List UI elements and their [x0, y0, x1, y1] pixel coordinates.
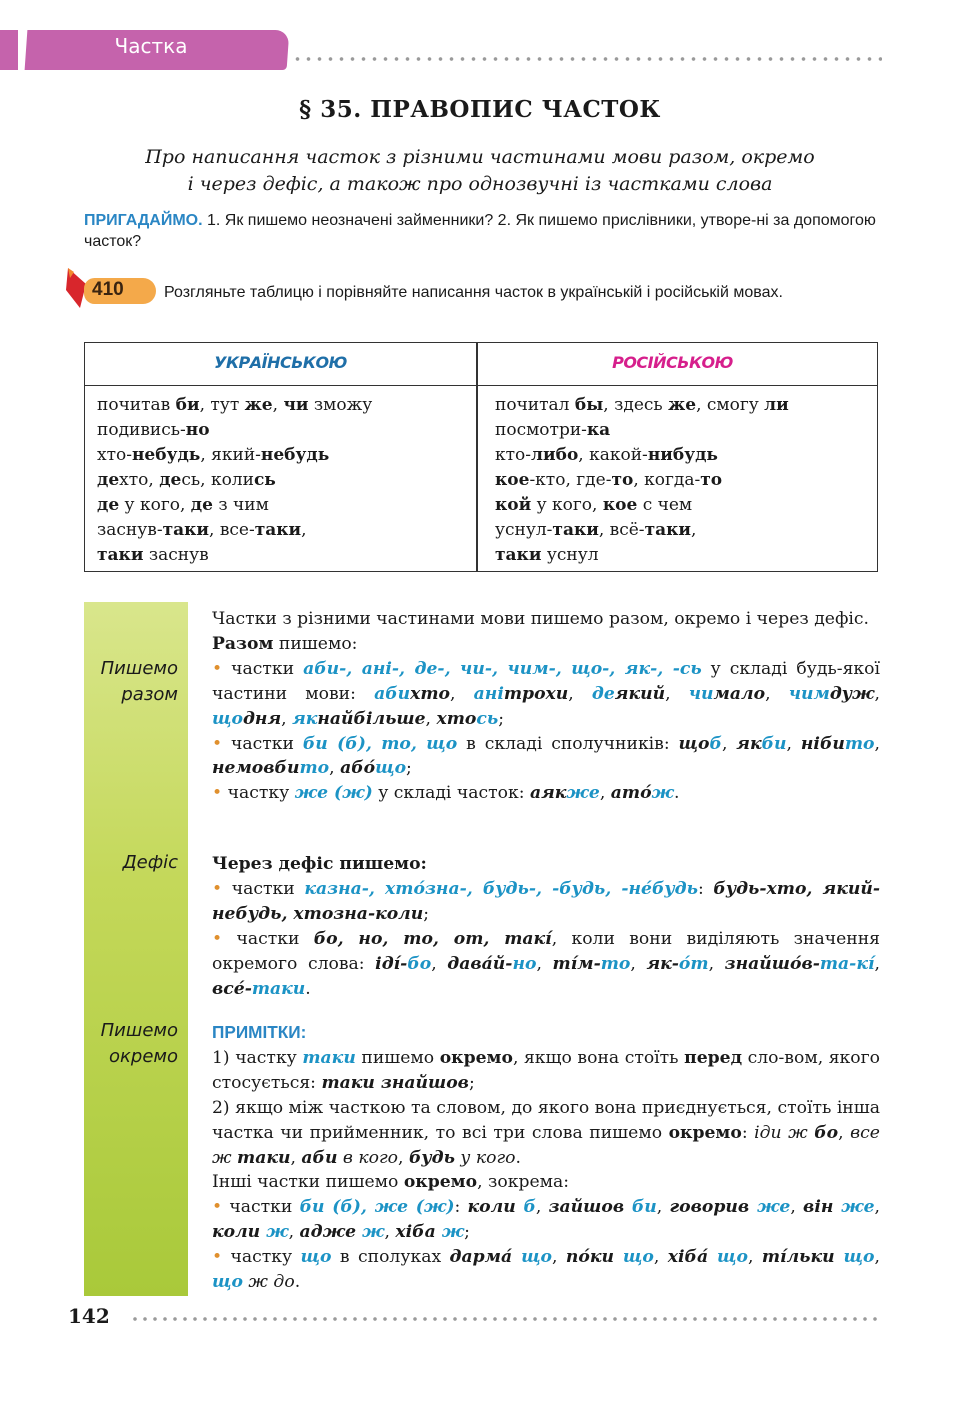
- example: коли: [467, 1197, 524, 1218]
- table-row: [495, 418, 789, 443]
- particle: би: [631, 1197, 657, 1218]
- other-intro: [212, 1170, 880, 1195]
- header-ukrainian: УКРАЇНСЬКОЮ: [214, 353, 347, 372]
- text-fragment: подивись-: [97, 420, 186, 440]
- table-row: [495, 443, 789, 468]
- separator: ,: [535, 1197, 549, 1218]
- particle: таки: [162, 520, 210, 540]
- bullet-icon: •: [212, 783, 223, 804]
- dotted-divider-top: [292, 56, 882, 62]
- particle: небудь: [260, 445, 330, 465]
- particle: бо: [814, 1122, 839, 1143]
- text: частки: [222, 928, 314, 949]
- recall-text: 1. Як пишемо неозначені займенники? 2. Як пишемо прислівники, утворе-ні за допомогою часток?: [84, 212, 876, 250]
- text: , зокрема:: [477, 1172, 570, 1193]
- particle: таки: [302, 1047, 356, 1068]
- text: , коли вони виділяють значення окремого слова:: [212, 928, 880, 974]
- razom-rule-1: • частки аби-, ані-, де-, чи-, чим-, що-, як-, -сь у складі будь-якої частини мови: абихто, анітрохи, деякий, чимало, чимдуж, щодня, якнайбільше, хтось;: [212, 658, 880, 729]
- separator: ,: [431, 953, 448, 974]
- rules-intro: Частки з різними частинами мови пишемо разом, окремо і через дефіс.: [212, 609, 869, 629]
- particle: де: [97, 495, 120, 515]
- example: трохи: [503, 683, 569, 704]
- chapter-tab-edge: [0, 30, 18, 70]
- example: ато́: [610, 783, 652, 804]
- particle: б: [709, 733, 722, 754]
- particles: казна-, хто́зна-, будь-, -будь, -не́будь: [304, 878, 698, 899]
- separator: ,: [450, 683, 474, 704]
- particle: ж: [651, 783, 674, 804]
- example: знайшо́в-: [724, 953, 820, 974]
- example: ті́льки: [761, 1247, 844, 1268]
- other-rule-2: • частку що в сполуках дарма́ що, по́ки що, хіба́ що, ті́льки що, що ж до.: [212, 1247, 880, 1293]
- sidebar-label-line: разом: [121, 684, 178, 705]
- particle: же: [668, 395, 697, 415]
- separator: ,: [425, 708, 437, 729]
- text-fragment: заснув-: [97, 520, 163, 540]
- razom-heading-bold: Разом: [212, 633, 274, 654]
- separator: ,: [665, 683, 689, 704]
- note-1: 1) частку таки пишемо окремо, якщо вона стоїть перед сло-вом, якого стосується: таки знайшов;: [212, 1047, 880, 1093]
- particle: но: [512, 953, 537, 974]
- particle: таки: [97, 545, 144, 565]
- table-row: [97, 543, 372, 568]
- text: :: [697, 878, 714, 899]
- separator: ,: [630, 953, 647, 974]
- text: частки: [222, 733, 303, 754]
- text-fragment: , смогу: [696, 395, 765, 415]
- text-fragment: , який-: [200, 445, 261, 465]
- bold: окремо: [403, 1172, 478, 1193]
- bullet-icon: •: [212, 928, 223, 949]
- table-row: [495, 468, 789, 493]
- separator: ,: [656, 1197, 670, 1218]
- particle: чим: [788, 683, 830, 704]
- table-row: [97, 393, 372, 418]
- text-fragment: почитал: [495, 395, 575, 415]
- notes-label-text: ПРИМІТКИ:: [212, 1022, 307, 1042]
- particle: аби: [374, 683, 411, 704]
- particle: ли: [764, 395, 789, 415]
- example: все ж: [212, 1122, 880, 1168]
- particle: ж: [266, 1222, 289, 1243]
- text: 1) частку: [212, 1047, 303, 1068]
- separator: ,: [329, 758, 341, 779]
- bullet-icon: •: [212, 878, 223, 899]
- example: у кого: [454, 1147, 516, 1168]
- table-row: [97, 493, 372, 518]
- recall-label: ПРИГАДАЙМО.: [84, 212, 203, 229]
- russian-column: [495, 393, 789, 568]
- text: в складі сполучників:: [457, 733, 679, 754]
- razom-heading: [212, 632, 880, 657]
- text: частки: [222, 658, 304, 679]
- defis-rule-2: • частки бо, но, то, от, такі́, коли вони виділяють значення окремого слова: іді́-бо, дава́й-но, ті́м-то, як-о́т, знайшо́в-та-кі́, все́-таки.: [212, 928, 880, 999]
- text: :: [454, 1197, 468, 1218]
- task-text: Розгляньте таблицю і порівняйте написання часток в українській і російській мовах.: [164, 284, 783, 301]
- separator: ,: [290, 1147, 302, 1168]
- example: адже: [299, 1222, 362, 1243]
- particle: що: [622, 1247, 654, 1268]
- particle: таки: [644, 520, 691, 540]
- example: зайшов: [548, 1197, 632, 1218]
- example: дарма́: [449, 1247, 522, 1268]
- particle: таки: [495, 545, 542, 565]
- bullet-icon: •: [212, 658, 223, 679]
- separator: ,: [765, 683, 789, 704]
- particle: де: [591, 683, 615, 704]
- text-fragment: хто,: [119, 470, 160, 490]
- example: дуж: [829, 683, 875, 704]
- separator: ,: [599, 783, 611, 804]
- example: що: [678, 733, 710, 754]
- text-fragment: , тут: [199, 395, 245, 415]
- particle: що: [521, 1247, 553, 1268]
- text-fragment: ,: [691, 520, 697, 540]
- example: хіба: [395, 1222, 442, 1243]
- separator: ,: [384, 1222, 396, 1243]
- table-row: [495, 543, 789, 568]
- separator: ,: [874, 683, 880, 704]
- dotted-divider-bottom: [130, 1316, 882, 1322]
- note-2: 2) якщо між часткою та словом, до якого вона приєднується, стоїть інша частка чи прийменник, то всі три слова пишемо окремо: іди ж бо, все ж таки, аби в кого, будь у кого.: [212, 1097, 880, 1168]
- text-fragment: , здесь: [603, 395, 669, 415]
- particle: то: [700, 470, 723, 490]
- sidebar-label-line: Пишемо: [100, 1020, 178, 1041]
- subtitle-line-2: і через дефіс, а також про однозвучні із частками слова: [187, 173, 773, 195]
- particle: та-кі́: [819, 953, 875, 974]
- example: іди ж: [754, 1122, 815, 1143]
- header-russian: РОСІЙСЬКОЮ: [612, 353, 733, 372]
- example: мало: [713, 683, 766, 704]
- particle: бо: [407, 953, 432, 974]
- particle: бы: [574, 395, 604, 415]
- particle: то: [611, 470, 634, 490]
- example: коли: [212, 1222, 267, 1243]
- notes-label: [212, 1020, 880, 1046]
- bullet-icon: •: [212, 1197, 223, 1218]
- text: Інші частки пишемо: [212, 1172, 404, 1193]
- particle: ж: [441, 1222, 465, 1243]
- separator: ,: [874, 733, 880, 754]
- defis-rule-1: • частки казна-, хто́зна-, будь-, -будь, -не́будь: будь-хто, який-небудь, хтозна-коли;: [212, 878, 880, 924]
- text-fragment: кто-: [495, 445, 532, 465]
- particle: що: [843, 1247, 875, 1268]
- table-row: [495, 518, 789, 543]
- example: таки знайшов: [321, 1072, 469, 1093]
- particle: сь: [476, 708, 499, 729]
- text: :: [741, 1122, 755, 1143]
- particle: би: [761, 733, 787, 754]
- section-subtitle: [80, 144, 880, 198]
- table-row: [97, 518, 372, 543]
- example: дня: [242, 708, 282, 729]
- comparison-table: [84, 342, 878, 572]
- separator: ,: [398, 1147, 409, 1168]
- other-rule-1: • частки би (б), же (ж): коли б, зайшов би, говорив же, він же, коли ж, адже ж, хіба ж;: [212, 1197, 881, 1243]
- separator: ,: [721, 733, 737, 754]
- example: хіба́: [667, 1247, 718, 1268]
- text-fragment: заснув: [143, 545, 209, 565]
- bold: перед: [684, 1047, 743, 1068]
- example: немовби: [212, 758, 300, 779]
- text-fragment: у кого,: [531, 495, 603, 515]
- text-fragment: , всё-: [598, 520, 645, 540]
- example: який: [614, 683, 666, 704]
- particle: сь: [253, 470, 276, 490]
- example: ніби: [800, 733, 845, 754]
- particles: аби-, ані-, де-, чи-, чим-, що-, як-, -сь: [303, 658, 702, 679]
- separator: ,: [838, 1122, 851, 1143]
- separator: ,: [786, 733, 801, 754]
- example: все́-: [212, 978, 252, 999]
- separator: ,: [747, 1247, 762, 1268]
- particle: но: [185, 420, 210, 440]
- text-fragment: , какой-: [578, 445, 648, 465]
- example: по́ки: [565, 1247, 623, 1268]
- example: як: [736, 733, 762, 754]
- text: частки: [222, 878, 305, 899]
- examples: [530, 783, 674, 803]
- particle: же: [756, 1197, 791, 1218]
- subtitle-line-1: Про написання часток з різними частинами мови разом, окремо: [145, 146, 815, 168]
- particle: де: [97, 470, 120, 490]
- section-title: § 35. ПРАВОПИС ЧАСТОК: [299, 96, 661, 123]
- separator: ,: [874, 1197, 881, 1218]
- text: в сполуках: [331, 1247, 450, 1268]
- text-fragment: хто-: [97, 445, 132, 465]
- page-number: 142: [68, 1304, 110, 1328]
- particle: таки: [251, 978, 306, 999]
- text: 2) якщо між часткою та словом, до якого вона приєднується, стоїть інша частка чи прийменник, то всі три слова пишемо: [212, 1097, 880, 1143]
- particle: кое: [495, 470, 530, 490]
- particle: небудь: [131, 445, 201, 465]
- particle: що: [717, 1247, 748, 1268]
- text-fragment: , когда-: [633, 470, 701, 490]
- particle: аби: [301, 1147, 338, 1168]
- bold: окремо: [439, 1047, 513, 1068]
- separator: ,: [874, 953, 880, 974]
- particle: то: [299, 758, 330, 779]
- separator: ,: [653, 1247, 668, 1268]
- bullet-icon: •: [212, 1247, 223, 1268]
- text-fragment: зможу: [308, 395, 373, 415]
- bold: окремо: [668, 1122, 742, 1143]
- text-fragment: ,: [272, 395, 284, 415]
- particle: либо: [531, 445, 579, 465]
- text: , якщо вона стоїть: [512, 1047, 685, 1068]
- separator: ,: [288, 1222, 300, 1243]
- sidebar-label-okremo: [84, 1018, 178, 1070]
- text: у складі часток:: [372, 783, 530, 804]
- example: він: [803, 1197, 842, 1218]
- notes-body: [212, 1020, 880, 1295]
- ukrainian-column: [97, 393, 372, 568]
- separator: ,: [708, 953, 725, 974]
- example: ж до: [242, 1272, 295, 1293]
- table-row: [97, 443, 372, 468]
- example: найбільше: [317, 708, 426, 729]
- example: в кого: [337, 1147, 399, 1168]
- particle: би: [175, 395, 200, 415]
- particle: де: [159, 470, 182, 490]
- razom-heading-rest: пишемо:: [273, 633, 358, 654]
- text-fragment: посмотри-: [495, 420, 587, 440]
- particle: як: [292, 708, 318, 729]
- particle: о́т: [678, 953, 709, 974]
- particle: же: [841, 1197, 875, 1218]
- table-row: [495, 393, 789, 418]
- particle: чи: [688, 683, 714, 704]
- separator: ,: [874, 1247, 880, 1268]
- text: у складі будь-якої частини мови:: [212, 658, 880, 704]
- example: дава́й-: [447, 953, 513, 974]
- particle: таки: [254, 520, 302, 540]
- table-row: [97, 418, 372, 443]
- particle: же: [566, 783, 600, 804]
- text-fragment: уснул: [541, 545, 599, 565]
- particle: нибудь: [647, 445, 718, 465]
- separator: ,: [552, 1247, 566, 1268]
- example: іді́-: [375, 953, 408, 974]
- particles: би (б), то, що: [302, 733, 458, 754]
- separator: ,: [790, 1197, 804, 1218]
- razom-rule-2: • частки би (б), то, що в складі сполучників: щоб, якби, нібито, немовбито, або́що;: [212, 733, 880, 779]
- table-row: [97, 468, 372, 493]
- example: говорив: [669, 1197, 757, 1218]
- example: або́: [340, 758, 376, 779]
- separator: ,: [281, 708, 293, 729]
- text: частку: [222, 1247, 301, 1268]
- particle: таки: [552, 520, 599, 540]
- text: сло-вом, якого стосується:: [212, 1047, 880, 1093]
- particle: ка: [586, 420, 611, 440]
- sidebar-label-defis: Дефіс: [122, 852, 178, 873]
- text: частки: [222, 1197, 300, 1218]
- bullet-icon: •: [212, 733, 223, 754]
- particles: би (б), же (ж): [299, 1197, 455, 1218]
- sidebar-label-razom: [84, 656, 178, 708]
- text-fragment: -кто, где-: [529, 470, 612, 490]
- recall-block: [84, 210, 880, 252]
- text-fragment: у кого,: [119, 495, 191, 515]
- text-fragment: з чим: [212, 495, 269, 515]
- text-fragment: почитав: [97, 395, 176, 415]
- table-row: [495, 493, 789, 518]
- particle: чи: [283, 395, 309, 415]
- chapter-tab-label: Частка: [114, 34, 188, 58]
- example: ті́м-: [552, 953, 601, 974]
- particle: таки: [237, 1147, 291, 1168]
- defis-body: [212, 852, 880, 1001]
- table-column-divider: [476, 343, 478, 571]
- particle: що: [212, 1272, 243, 1293]
- particle: ані: [473, 683, 504, 704]
- particles: же (ж): [294, 783, 373, 804]
- task-number: 410: [92, 279, 124, 300]
- sidebar-label-line: Пишемо: [100, 658, 178, 679]
- particle: то: [844, 733, 875, 754]
- defis-heading-bold: Через дефіс пишемо:: [212, 854, 427, 874]
- text-fragment: , все-: [209, 520, 255, 540]
- example: аяк: [529, 783, 567, 804]
- text: пишемо: [355, 1047, 440, 1068]
- text-fragment: уснул-: [495, 520, 553, 540]
- particle: то: [600, 953, 631, 974]
- text-fragment: с чем: [637, 495, 693, 515]
- defis-heading: [212, 852, 880, 877]
- separator: ,: [568, 683, 592, 704]
- rules-body: [212, 607, 880, 806]
- particle: що: [300, 1247, 332, 1268]
- examples: будь-хто, який-небудь, хтозна-коли: [212, 878, 880, 924]
- text-fragment: ,: [301, 520, 307, 540]
- particle: ж: [362, 1222, 385, 1243]
- text: частку: [222, 783, 295, 804]
- particle: кое: [602, 495, 638, 515]
- particle: що: [375, 758, 407, 779]
- particle: же: [244, 395, 273, 415]
- example: хто: [436, 708, 477, 729]
- particle: що: [212, 708, 243, 729]
- example: хто: [410, 683, 451, 704]
- separator: ,: [536, 953, 553, 974]
- particle: кой: [495, 495, 532, 515]
- particle: будь: [408, 1147, 455, 1168]
- razom-rule-3: • частку же (ж) у складі часток: аякже, ато́ж.: [212, 783, 680, 804]
- particles: бо, но, то, от, такі́: [313, 928, 552, 949]
- particle: б: [523, 1197, 536, 1218]
- example: як-: [646, 953, 679, 974]
- sidebar-label-line: окремо: [109, 1046, 178, 1067]
- particle: де: [190, 495, 213, 515]
- text-fragment: сь, коли: [181, 470, 254, 490]
